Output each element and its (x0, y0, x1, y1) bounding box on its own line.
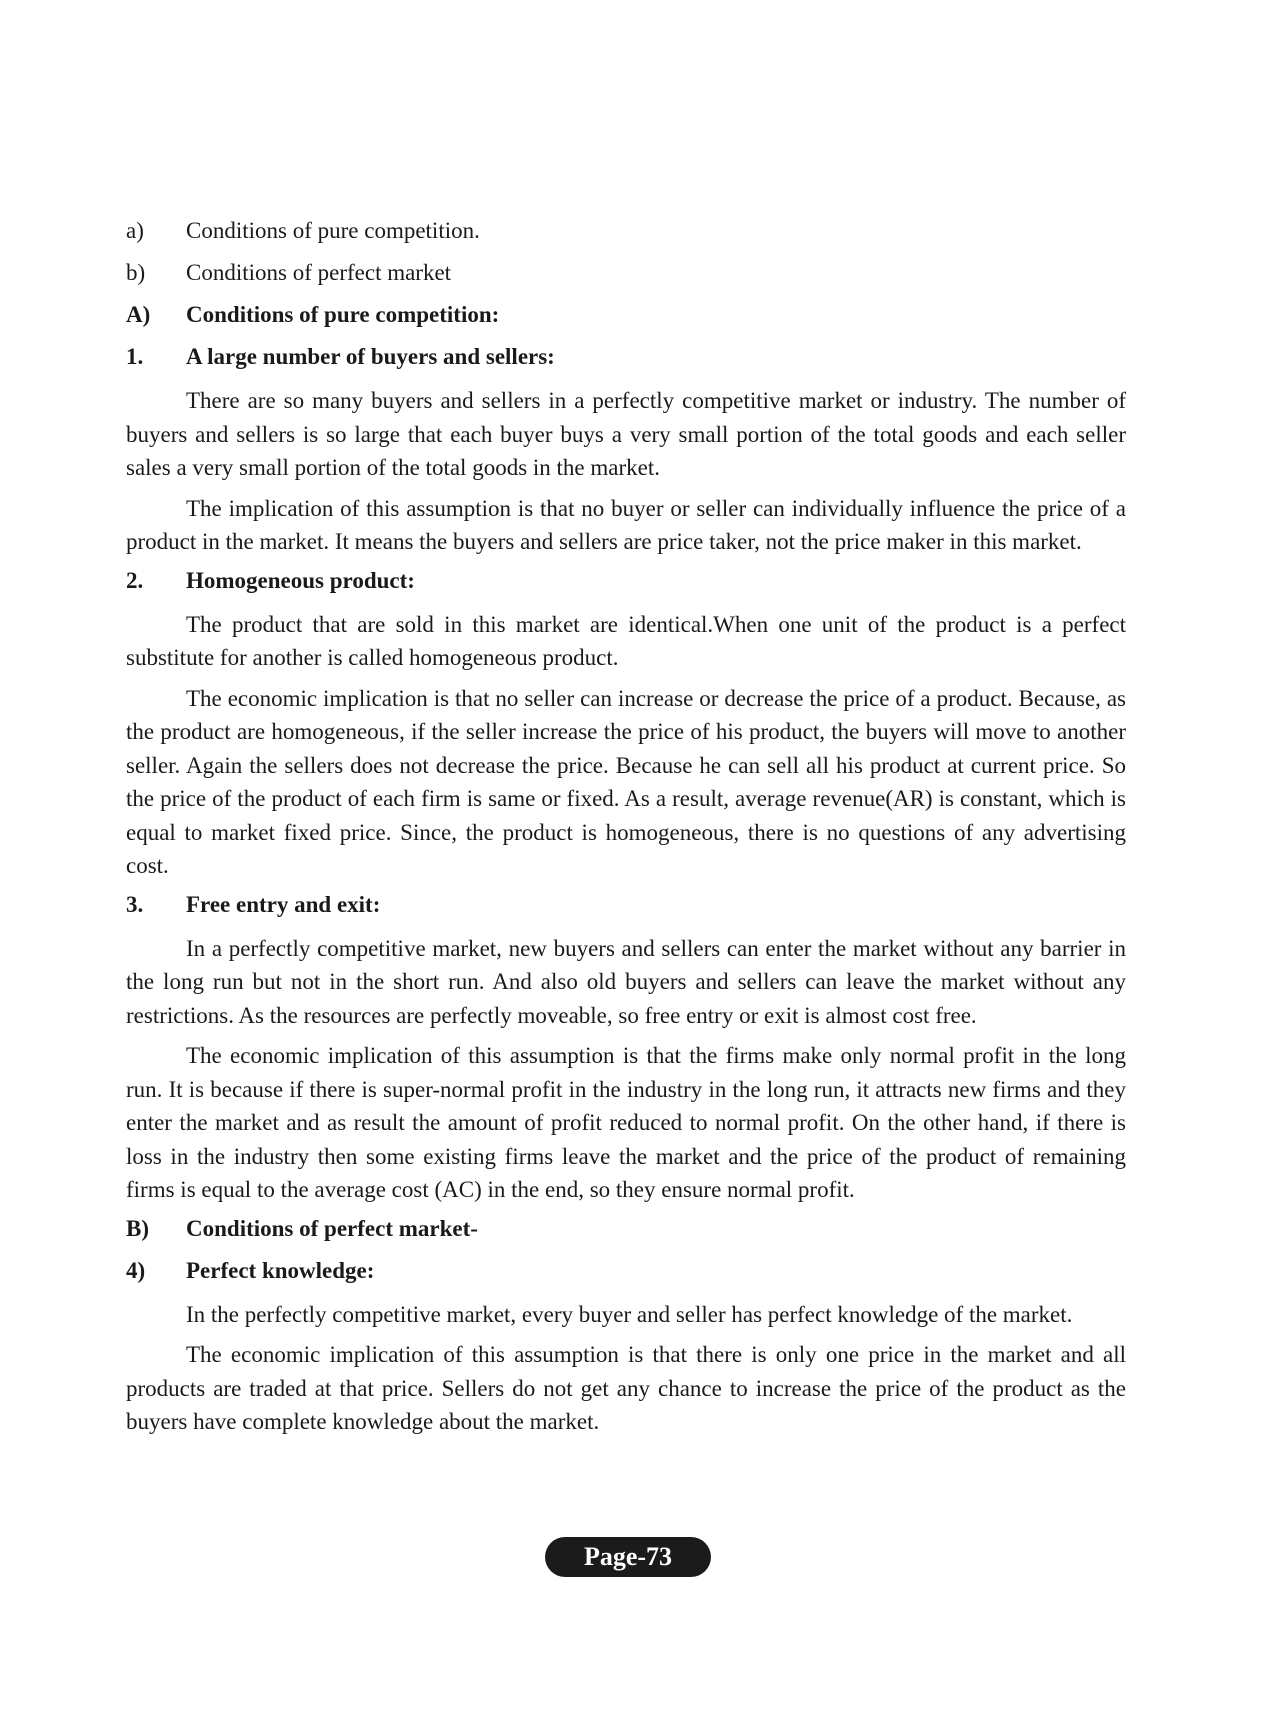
list-text: Conditions of pure competition. (186, 218, 480, 243)
section-heading-b (126, 1214, 1126, 1244)
paragraph: The economic implication of this assumption is that there is only one price in the market and all products are traded at that price. Sellers do not get any chance to increase the price of the product as the buyers have complete knowledge about the market. (126, 1342, 1126, 1434)
document-body (126, 216, 1126, 1446)
heading-text: Conditions of pure competition: (186, 302, 500, 327)
heading-label: 3. (126, 891, 144, 917)
subheading-4 (126, 1256, 1126, 1286)
heading-label: 4) (126, 1257, 146, 1283)
subheading-1 (126, 342, 1126, 372)
paragraph: There are so many buyers and sellers in a perfectly competitive market or industry. The number of buyers and sellers is so large that each buyer buys a very small portion of the total goods and each seller sales a very small portion of the total goods in the market. (126, 388, 1126, 480)
paragraph: In a perfectly competitive market, new buyers and sellers can enter the market without any barrier in the long run but not in the short run. And also old buyers and sellers can leave the market without any restrictions. As the resources are perfectly moveable, so free entry or exit is almost cost free. (126, 935, 1126, 1028)
list-label: b) (126, 260, 146, 285)
heading-label: A) (126, 302, 151, 327)
list-text: Conditions of perfect market (186, 260, 452, 285)
heading-text: Homogeneous product: (186, 567, 415, 593)
section-heading-a (126, 300, 1126, 330)
heading-text: Perfect knowledge: (186, 1257, 375, 1283)
paragraph: The product that are sold in this market are identical.When one unit of the product is a perfect substitute for another is called homogeneous product. (126, 611, 1126, 670)
heading-text: Conditions of perfect market- (186, 1215, 478, 1241)
paragraph: The economic implication is that no seller can increase or decrease the price of a product. Because, as the product are homogeneous, if the seller increase the price of his product, the buyers will move to another seller. Again the sellers does not decrease the price. Because he can sell all his product at current price. So the price of the product of each firm is same or fixed. As a result, average revenue(AR) is constant, which is equal to market fixed price. Since, the product is homogeneous, there is no questions of any advertising cost. (126, 685, 1126, 878)
paragraph: The implication of this assumption is that no buyer or seller can individually influence the price of a product in the market. It means the buyers and sellers are price taker, not the price maker in this market. (126, 495, 1126, 554)
heading-text: A large number of buyers and sellers: (186, 344, 555, 369)
heading-label: B) (126, 1215, 149, 1241)
subheading-3 (126, 890, 1126, 920)
heading-text: Free entry and exit: (186, 891, 381, 917)
paragraph: In the perfectly competitive market, every buyer and seller has perfect knowledge of the market. (186, 1301, 1073, 1327)
subheading-2 (126, 566, 1126, 596)
list-label: a) (126, 218, 144, 243)
list-item-b (126, 258, 1126, 288)
heading-label: 2. (126, 567, 144, 593)
heading-label: 1. (126, 344, 144, 369)
list-item-a (126, 216, 1126, 246)
paragraph: The economic implication of this assumption is that the firms make only normal profit in the long run. It is because if there is super-normal profit in the industry in the long run, it attracts new firms and they enter the market and as result the amount of profit reduced to normal profit. On the other hand, if there is loss in the industry then some existing firms leave the market and the price of the product of remaining firms is equal to the average cost (AC) in the end, so they ensure normal profit. (126, 1043, 1126, 1202)
page-number-badge: Page-73 (545, 1537, 711, 1577)
